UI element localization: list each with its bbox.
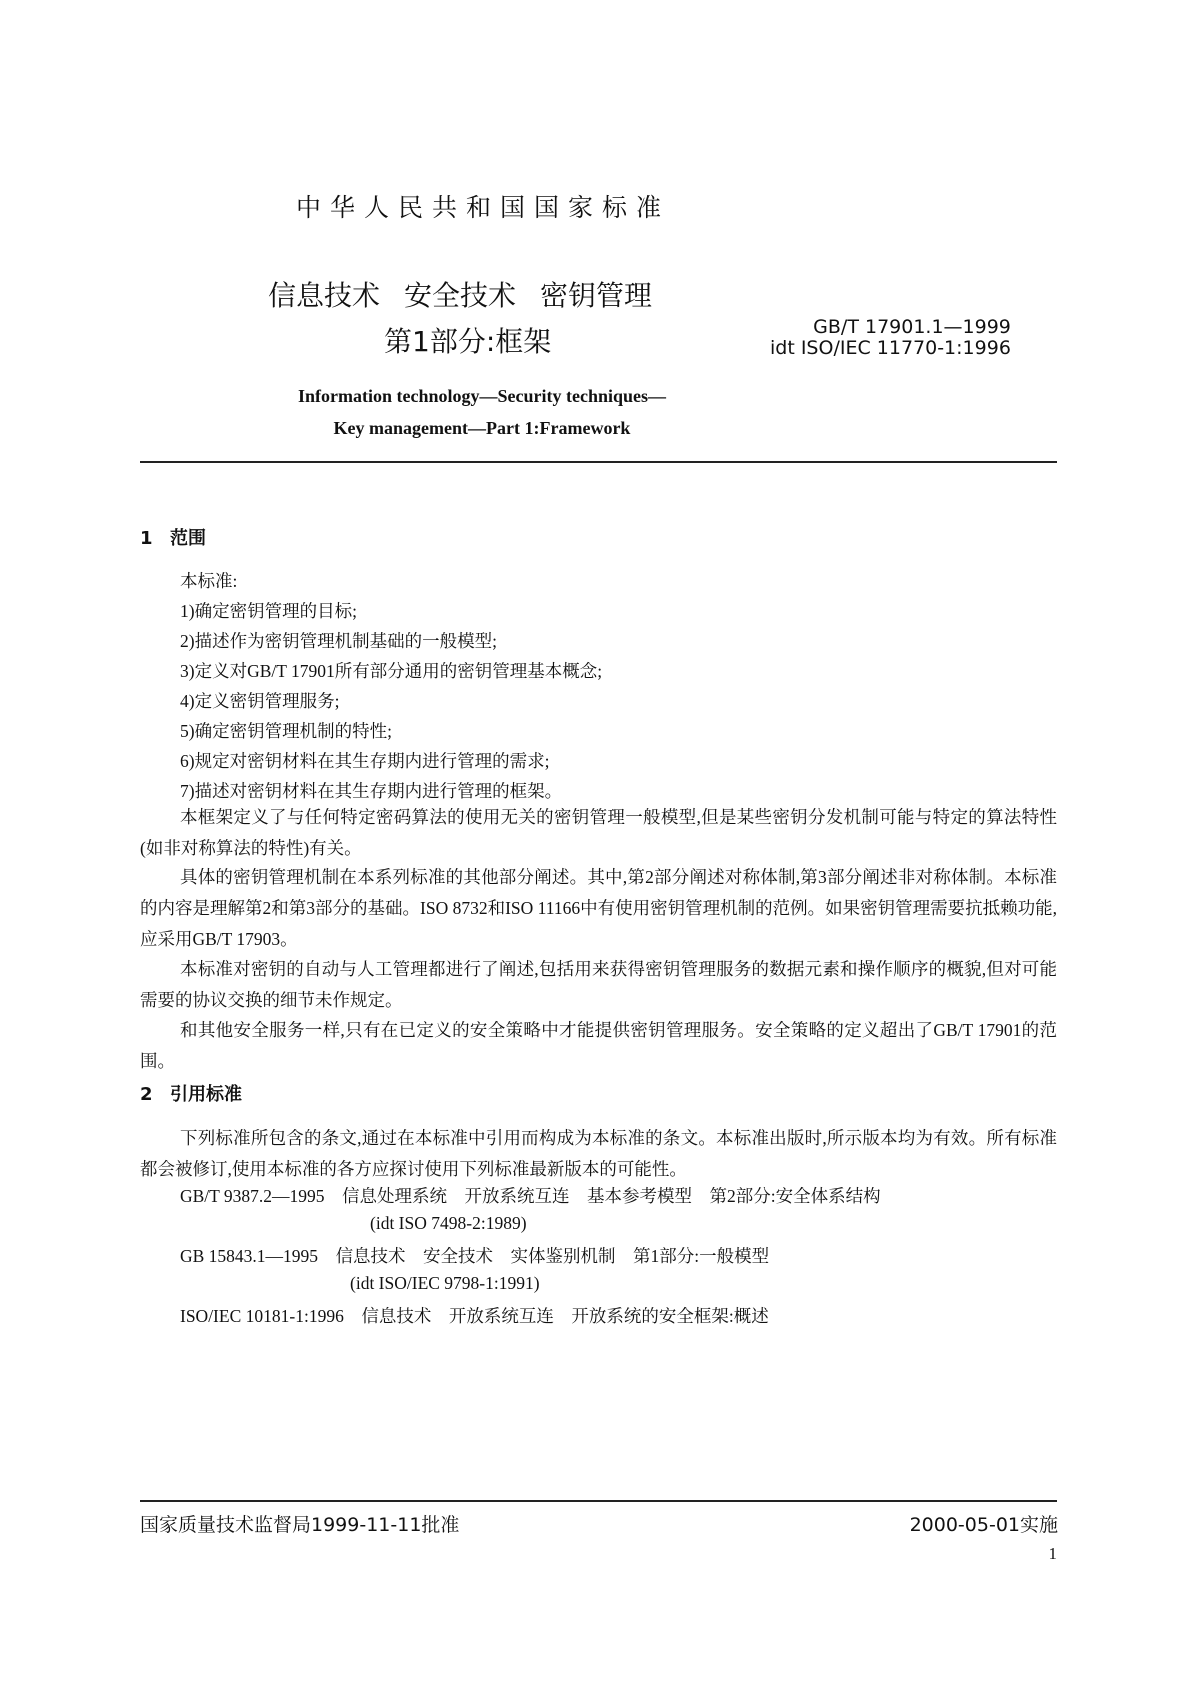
reference-entry	[180, 1243, 769, 1268]
scope-item: 1)确定密钥管理的目标;	[180, 601, 357, 621]
document-subtitle: 第1部分:框架	[384, 325, 552, 358]
english-title-line: Information technology—Security techniques—	[298, 386, 666, 406]
reference-code: GB 15843.1—1995	[180, 1246, 319, 1266]
reference-title: 信息技术 安全技术 实体鉴别机制 第1部分:一般模型	[335, 1246, 770, 1266]
scope-paragraph: 本框架定义了与任何特定密码算法的使用无关的密钥管理一般模型,但是某些密钥分发机制可能与特定的算法特性(如非对称算法的特性)有关。	[140, 807, 1057, 858]
title-part: 密钥管理	[540, 279, 653, 312]
scope-intro: 本标准:	[180, 571, 238, 591]
scope-item: 3)定义对GB/T 17901所有部分通用的密钥管理基本概念;	[180, 661, 603, 681]
title-part: 安全技术	[404, 279, 517, 312]
implementation-date: 2000-05-01实施	[909, 1514, 1058, 1536]
reference-idt: (idt ISO/IEC 9798-1:1991)	[350, 1273, 540, 1293]
section-title: 范围	[170, 528, 206, 549]
page-number: 1	[1048, 1544, 1057, 1563]
footer-divider	[140, 1500, 1057, 1502]
reference-code: ISO/IEC 10181-1:1996	[180, 1306, 344, 1326]
scope-item: 2)描述作为密钥管理机制基础的一般模型;	[180, 631, 497, 651]
standard-idt: idt ISO/IEC 11770-1:1996	[770, 337, 1011, 359]
reference-code: GB/T 9387.2—1995	[180, 1186, 325, 1206]
standard-code	[770, 317, 1011, 359]
scope-paragraph: 和其他安全服务一样,只有在已定义的安全策略中才能提供密钥管理服务。安全策略的定义超出了GB/T 17901的范围。	[140, 1020, 1057, 1071]
reference-entry	[180, 1303, 769, 1328]
section-number: 2	[140, 1084, 153, 1105]
section-heading-references	[140, 1080, 242, 1106]
scope-item: 4)定义密钥管理服务;	[180, 691, 340, 711]
section-heading-scope	[140, 524, 206, 550]
english-title-line: Key management—Part 1:Framework	[333, 418, 631, 438]
approval-date: 国家质量技术监督局1999-11-11批准	[140, 1514, 460, 1536]
references-paragraph: 下列标准所包含的条文,通过在本标准中引用而构成为本标准的条文。本标准出版时,所示版本均为有效。所有标准都会被修订,使用本标准的各方应探讨使用下列标准最新版本的可能性。	[140, 1128, 1057, 1179]
scope-item: 5)确定密钥管理机制的特性;	[180, 721, 392, 741]
scope-paragraph: 具体的密钥管理机制在本系列标准的其他部分阐述。其中,第2部分阐述对称体制,第3部分阐述非对称体制。本标准的内容是理解第2和第3部分的基础。ISO 8732和ISO 11166中有使用密钥管理机制的范例。如果密钥管理需要抗抵赖功能,应采用GB/T 17903。	[140, 867, 1057, 949]
scope-item: 7)描述对密钥材料在其生存期内进行管理的框架。	[180, 781, 563, 801]
standard-type-heading: 中华人民共和国国家标准	[296, 193, 671, 222]
title-part: 信息技术	[268, 279, 381, 312]
reference-idt: (idt ISO 7498-2:1989)	[370, 1213, 527, 1233]
header-divider	[140, 461, 1057, 463]
standard-number: GB/T 17901.1—1999	[813, 316, 1011, 338]
reference-title: 信息技术 开放系统互连 开放系统的安全框架:概述	[361, 1306, 769, 1326]
english-title	[272, 380, 692, 444]
scope-item: 6)规定对密钥材料在其生存期内进行管理的需求;	[180, 751, 550, 771]
reference-entry	[180, 1183, 881, 1208]
document-title	[268, 274, 676, 314]
section-title: 引用标准	[170, 1084, 242, 1105]
scope-paragraph: 本标准对密钥的自动与人工管理都进行了阐述,包括用来获得密钥管理服务的数据元素和操作顺序的概貌,但对可能需要的协议交换的细节未作规定。	[140, 959, 1057, 1010]
reference-title: 信息处理系统 开放系统互连 基本参考模型 第2部分:安全体系结构	[342, 1186, 881, 1206]
section-number: 1	[140, 528, 153, 549]
